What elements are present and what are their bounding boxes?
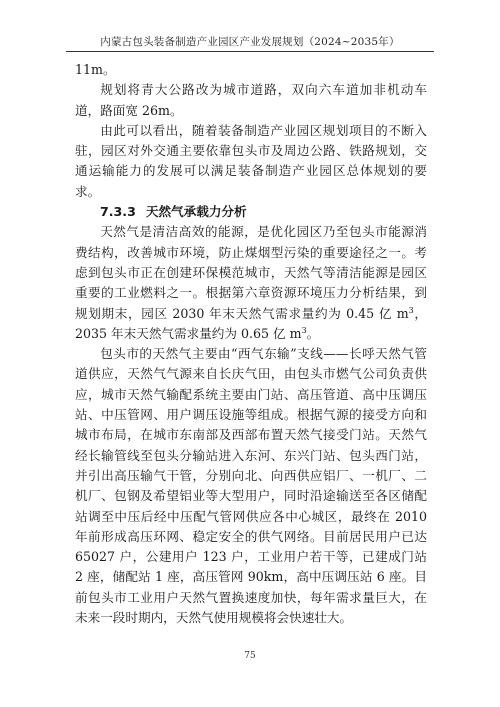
page-number: 75 [244, 651, 256, 661]
paragraph-transport-conclusion: 由此可以看出，随着装备制造产业园区规划项目的不断入驻，园区对外交通主要依靠包头市及周边公路、铁路规划，交通运输能力的发展可以满足装备制造产业园区总体规划的要求。 [75, 122, 427, 199]
superscript-cubic-1: 3 [408, 305, 414, 315]
gas-demand-text-3: 。 [306, 325, 320, 341]
paragraph-road-plan: 规划将青大公路改为城市道路，双向六车道加非机动车道，路面宽 26m。 [75, 82, 427, 118]
paragraph-gas-supply: 包头市的天然气主要由“西气东输”支线——长呼天然气管道供应，天然气气源来自长庆气田，由包头市燃气公司负责供应，城市天然气输配系统主要由门站、高压管道、高中压调压站、中压管网、用户调压设施等组成。根据气源的接受方向和城市布局，在城市东南部及西部布置天然气接受门站。天然气经长输管线至包头分输站进入东河、东兴门站、包头西门站，并引出高压输气干管，分别向北、向西供应铝厂、一机厂、二机厂、包钢及希望铝业等大型用户，同时沿途输送至各区储配站调至中压后经中压配气管网供应各中心城区，最终在 2010 年前形成高压环网、稳定安全的供气网络。目前居民用户已达 65027 户，公建用户 123 户，工业用户若干等，已建成门站 2 座，储配站 1 座，高压管网 90km，高中压调压站 6 座。目前包头市工业用户天然气置换速度加快，每年需求量巨大，在未来一段时期内，天然气使用规模将会快速壮大。 [75, 346, 427, 626]
body-text [75, 60, 427, 628]
section-number: 7.3.3 [100, 204, 136, 220]
running-header: 内蒙古包头装备制造产业园区产业发展规划（2024~2035年） [100, 36, 400, 48]
paragraph-gas-demand [75, 222, 427, 344]
superscript-cubic-2: 3 [301, 325, 307, 335]
header-rule [66, 51, 434, 52]
paragraph-continuation: 11m。 [75, 62, 116, 77]
gas-demand-text-2: ，2035 年末天然气需求量约为 0.65 亿 m [75, 305, 427, 341]
section-heading [75, 202, 427, 222]
section-title: 天然气承载力分析 [145, 204, 247, 220]
gas-demand-text-1: 天然气是清洁高效的能源，是优化园区乃至包头市能源消费结构，改善城市环境，防止煤烟型污染的重要途径之一。考虑到包头市正在创建环保模范城市，天然气等清洁能源是园区重要的工业燃料之一。根据第六章资源环境压力分析结果，到规划期末，园区 2030 年末天然气需求量约为 0.45 亿 m [75, 224, 427, 321]
